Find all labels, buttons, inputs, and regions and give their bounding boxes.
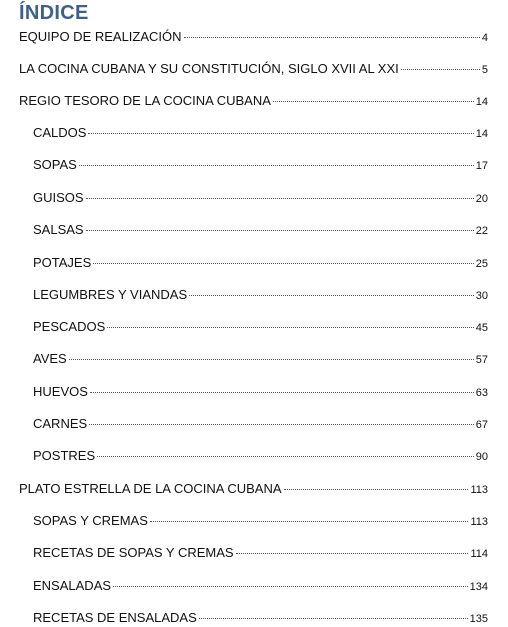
toc-page-number: 114 (470, 548, 488, 560)
toc-entry[interactable] (19, 61, 488, 78)
toc-entry-label: GUISOS (33, 190, 84, 205)
toc-entry-label: POTAJES (33, 255, 92, 270)
toc-entry[interactable] (19, 93, 488, 110)
page-title: ÍNDICE (19, 2, 89, 24)
toc-page-number: 25 (475, 258, 488, 270)
dot-leader (113, 586, 468, 587)
dot-leader (88, 133, 473, 134)
dot-leader (107, 327, 474, 328)
toc-page-number: 22 (475, 225, 488, 237)
dot-leader (86, 198, 474, 199)
toc-entry[interactable] (33, 578, 488, 595)
toc-entry[interactable] (33, 416, 488, 433)
dot-leader (69, 359, 474, 360)
dot-leader (184, 37, 480, 38)
toc-page-number: 17 (475, 160, 488, 172)
toc-entry[interactable] (33, 384, 488, 401)
toc-page-number: 135 (469, 613, 488, 625)
dot-leader (89, 424, 474, 425)
toc-entry[interactable] (33, 351, 488, 368)
dot-leader (199, 618, 468, 619)
dot-leader (97, 456, 474, 457)
toc-entry[interactable] (33, 319, 488, 336)
toc-entry-label: AVES (33, 351, 67, 366)
toc-entry[interactable] (33, 545, 488, 562)
toc-page-number: 63 (475, 387, 488, 399)
toc-entry-label: CARNES (33, 416, 88, 431)
toc-entry-label: SOPAS (33, 157, 77, 172)
toc-page-number: 5 (481, 64, 488, 76)
dot-leader (284, 489, 469, 490)
toc-entry-label: SALSAS (33, 222, 84, 237)
toc-entry[interactable] (33, 125, 488, 142)
toc-entry-label: PLATO ESTRELLA DE LA COCINA CUBANA (19, 481, 282, 496)
toc-entry[interactable] (33, 190, 488, 207)
toc-entry[interactable] (33, 255, 488, 272)
toc-entry-label: CALDOS (33, 125, 87, 140)
toc-entry[interactable] (33, 610, 488, 627)
dot-leader (93, 263, 473, 264)
toc-entry-label: ENSALADAS (33, 578, 112, 593)
dot-leader (150, 521, 469, 522)
toc-page-number: 134 (469, 581, 488, 593)
dot-leader (401, 69, 480, 70)
toc-entry-label: RECETAS DE ENSALADAS (33, 610, 197, 625)
toc-entry[interactable] (33, 287, 488, 304)
dot-leader (90, 392, 474, 393)
dot-leader (79, 165, 474, 166)
toc-entry[interactable] (33, 222, 488, 239)
toc-page-number: 67 (475, 419, 488, 431)
toc-page-number: 113 (470, 516, 488, 528)
toc-entry-label: RECETAS DE SOPAS Y CREMAS (33, 545, 234, 560)
toc-page-number: 20 (475, 193, 488, 205)
toc-page-number: 90 (475, 451, 488, 463)
dot-leader (86, 230, 474, 231)
toc-page-number: 30 (475, 290, 488, 302)
toc-page-number: 57 (475, 354, 488, 366)
dot-leader (273, 101, 474, 102)
dot-leader (189, 295, 474, 296)
toc-entry-label: POSTRES (33, 448, 96, 463)
toc-entry[interactable] (33, 448, 488, 465)
toc-entry[interactable] (33, 513, 488, 530)
dot-leader (236, 553, 469, 554)
toc-entry[interactable] (19, 29, 488, 46)
toc-entry[interactable] (19, 481, 488, 498)
toc-page-number: 14 (475, 96, 488, 108)
toc-entry-label: REGIO TESORO DE LA COCINA CUBANA (19, 93, 271, 108)
toc-entry[interactable] (33, 157, 488, 174)
toc-entry-label: HUEVOS (33, 384, 88, 399)
toc-entry-label: EQUIPO DE REALIZACIÓN (19, 29, 182, 44)
toc-entry-label: PESCADOS (33, 319, 106, 334)
toc-entry-label: LA COCINA CUBANA Y SU CONSTITUCIÓN, SIGLO XVII AL XXI (19, 61, 399, 76)
toc-page-number: 4 (481, 32, 488, 44)
toc-page-number: 45 (475, 322, 488, 334)
toc-page-number: 14 (475, 128, 488, 140)
toc-entry-label: SOPAS Y CREMAS (33, 513, 148, 528)
toc-entry-label: LEGUMBRES Y VIANDAS (33, 287, 188, 302)
toc-page-number: 113 (470, 484, 488, 496)
